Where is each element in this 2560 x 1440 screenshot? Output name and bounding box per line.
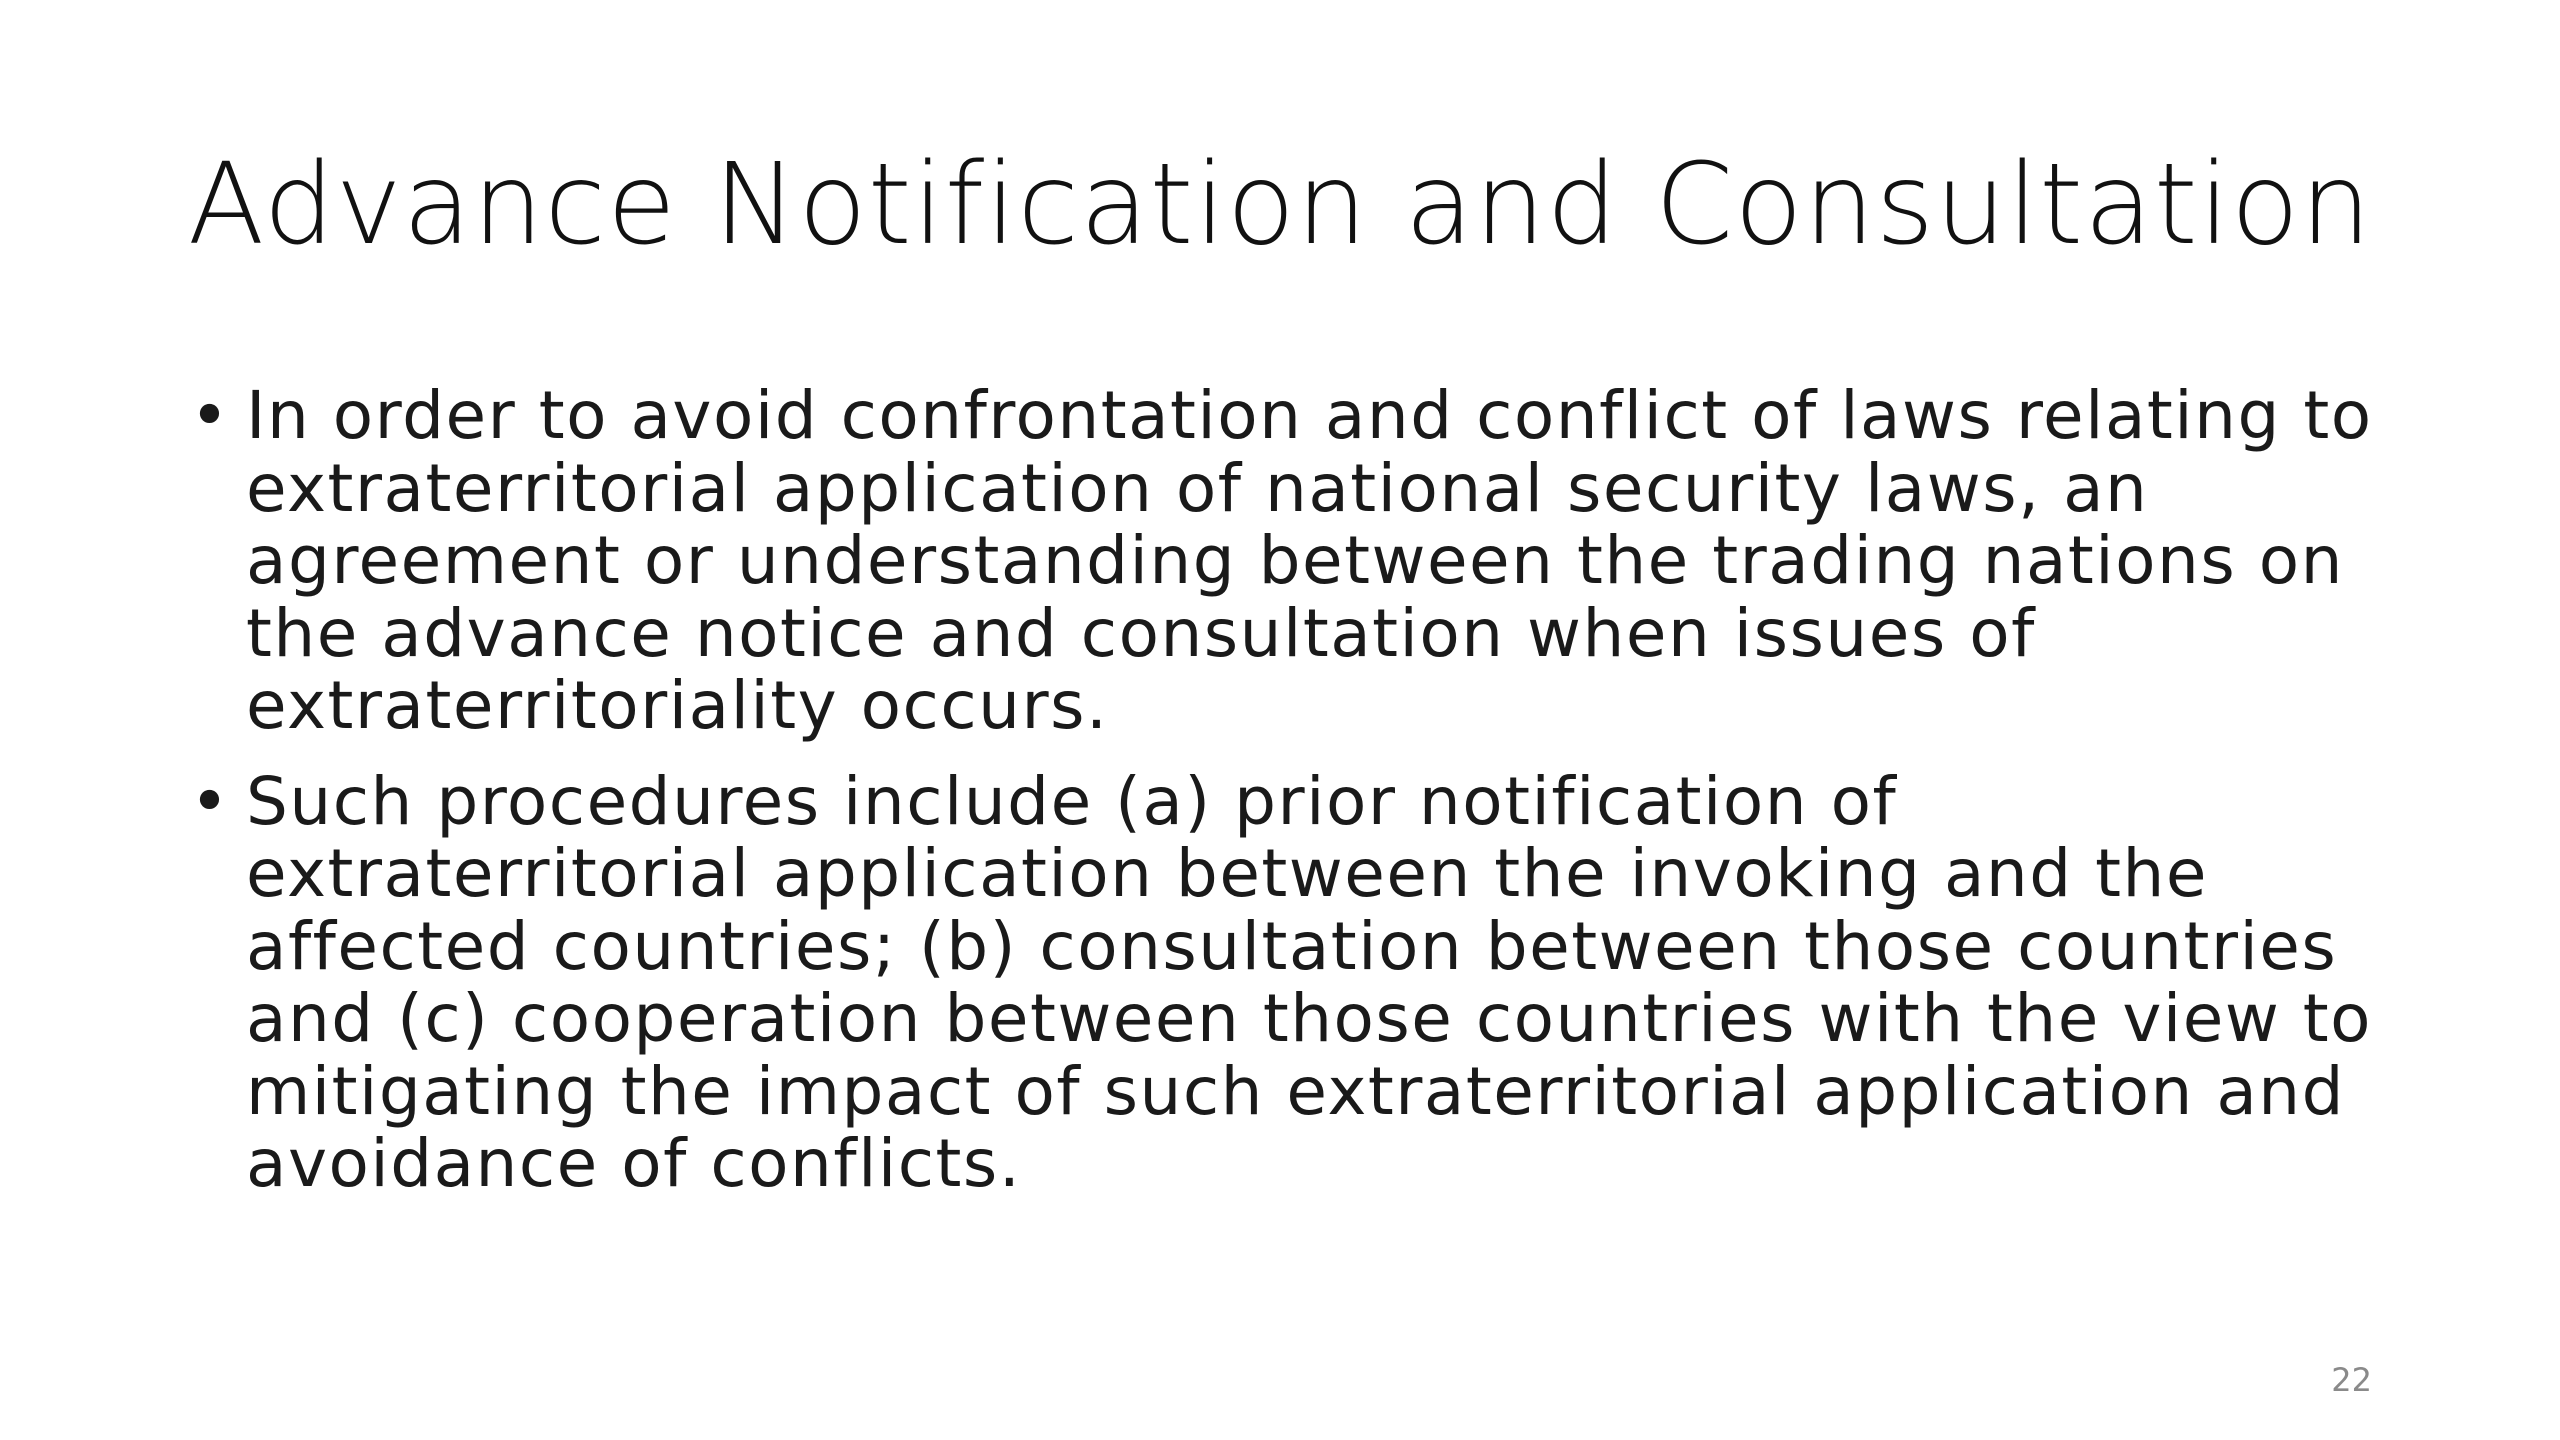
bullet-item	[190, 377, 2420, 744]
bullet-list	[190, 377, 2420, 1224]
bullet-dot-icon: •	[190, 762, 231, 840]
bullet-dot-icon: •	[190, 377, 231, 454]
slide-title: Advance Notification and Consultation	[187, 140, 2373, 270]
page-number: 22	[2331, 1361, 2372, 1399]
bullet-item	[190, 762, 2420, 1202]
bullet-text: Such procedures include (a) prior notification of extraterritorial application between the invoking and the affected countries; (b) consultation between those countries and (c) cooperation between those countries with the view to mitigating the impact of such extraterritorial application and avoidance of conflicts.	[246, 762, 2373, 1202]
bullet-text: In order to avoid confrontation and conflict of laws relating to extraterritorial application of national security laws, an agreement or understanding between the trading nations on the advance notice and consultation when issues of extraterritoriality occurs.	[246, 377, 2373, 744]
